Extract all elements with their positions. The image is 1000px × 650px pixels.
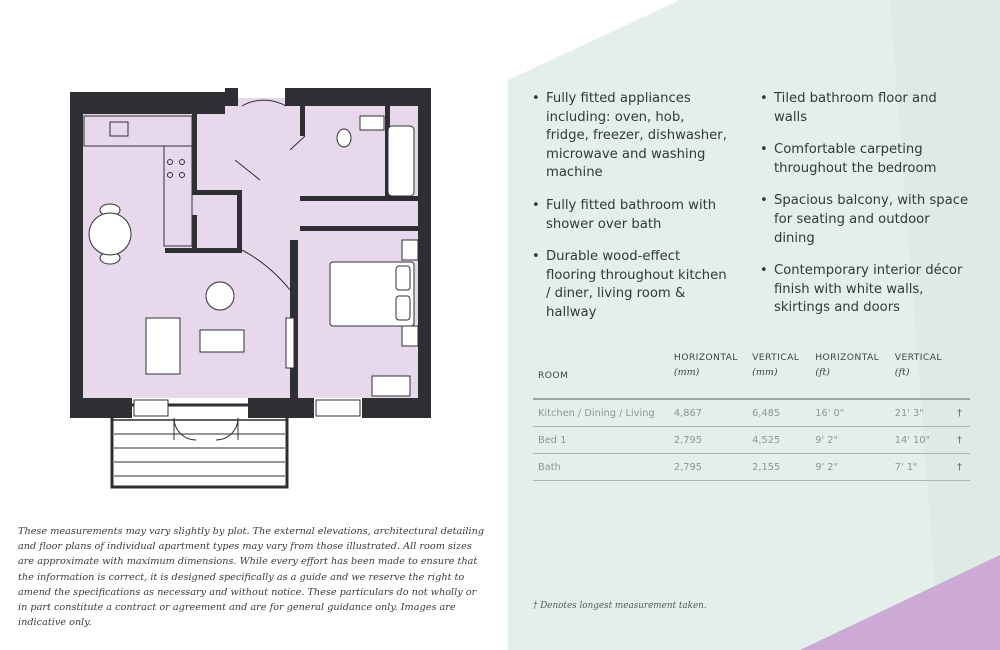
table-row <box>533 454 970 481</box>
feature-text: Durable wood-effect flooring throughout kitchen / diner, living room & hallway <box>546 249 727 320</box>
header-label: HORIZONTAL <box>673 352 738 363</box>
feature-text: Tiled bathroom floor and walls <box>774 91 937 125</box>
header-room: ROOM <box>533 352 669 399</box>
cell-h-ft: 9' 2" <box>810 427 890 454</box>
feature-text: Fully fitted bathroom with shower over bath <box>546 197 717 232</box>
header-unit: (ft) <box>815 367 830 378</box>
bullet: • <box>760 193 768 209</box>
cell-h-mm: 4,867 <box>669 399 747 427</box>
header-label: VERTICAL <box>894 352 942 363</box>
feature-item <box>758 262 973 318</box>
cell-longest-mark: † <box>947 427 970 454</box>
apartment-floor <box>82 98 427 398</box>
cell-room: Kitchen / Dining / Living <box>533 399 669 427</box>
header-vertical-mm <box>747 352 810 399</box>
cell-h-ft: 9' 2" <box>810 454 890 481</box>
features-left-column <box>530 90 730 337</box>
cell-v-mm: 4,525 <box>747 427 810 454</box>
disclaimer-text: These measurements may vary slightly by plot. The external elevations, architectural detailing and floor plans of individual apartment types may vary from those illustrated. All room sizes are approximate with maximum dimensions. While every effort has been made to ensure that the information is correct, it is designed specifically as a guide and we reserve the right to amend the specifications as necessary and without notice. These particulars do not wholly or in part constitute a contract or agreement and are for general guidance only. Images are indicative only. <box>18 526 485 629</box>
feature-text: Fully fitted appliances including: oven, hob, fridge, freezer, dishwasher, microwave and washing machine <box>546 91 727 181</box>
cell-h-mm: 2,795 <box>669 427 747 454</box>
feature-text: Comfortable carpeting throughout the bedroom <box>774 142 937 176</box>
feature-item <box>758 141 973 178</box>
cell-v-ft: 7' 1" <box>890 454 947 481</box>
header-unit: (mm) <box>673 367 700 378</box>
bullet: • <box>760 142 768 158</box>
cell-h-ft: 16' 0" <box>810 399 890 427</box>
cell-room: Bed 1 <box>533 427 669 454</box>
bullet: • <box>532 91 540 106</box>
header-unit: (mm) <box>752 367 778 378</box>
table-header-row <box>533 352 970 399</box>
bullet: • <box>760 263 768 279</box>
feature-item <box>530 248 730 322</box>
feature-item <box>530 197 730 234</box>
cell-v-ft: 21' 3" <box>890 399 947 427</box>
cell-v-ft: 14' 10" <box>890 427 947 454</box>
header-vertical-ft <box>890 352 947 399</box>
cell-room: Bath <box>533 454 669 481</box>
cell-longest-mark: † <box>947 399 970 427</box>
feature-item <box>530 90 730 183</box>
feature-text: Contemporary interior décor finish with white walls, skirtings and doors <box>774 263 963 316</box>
feature-text: Spacious balcony, with space for seating and outdoor dining <box>774 193 969 246</box>
cell-h-mm: 2,795 <box>669 454 747 481</box>
header-unit: (ft) <box>894 367 910 378</box>
feature-item <box>758 192 973 248</box>
table-row <box>533 399 970 427</box>
header-horizontal-mm <box>669 352 747 399</box>
feature-item <box>758 90 973 127</box>
cell-longest-mark: † <box>947 454 970 481</box>
header-mark <box>947 352 970 399</box>
features-right-column <box>758 90 973 332</box>
cell-v-mm: 2,155 <box>747 454 810 481</box>
bullet: • <box>532 197 540 213</box>
table-row <box>533 427 970 454</box>
floor-plan <box>0 0 500 500</box>
header-label: HORIZONTAL <box>815 352 880 363</box>
bullet: • <box>760 91 768 106</box>
header-horizontal-ft <box>810 352 890 399</box>
header-label: VERTICAL <box>752 352 800 363</box>
table-footnote: † Denotes longest measurement taken. <box>533 601 707 611</box>
room-dimensions-table <box>533 352 970 481</box>
cell-v-mm: 6,485 <box>747 399 810 427</box>
bullet: • <box>532 249 540 265</box>
